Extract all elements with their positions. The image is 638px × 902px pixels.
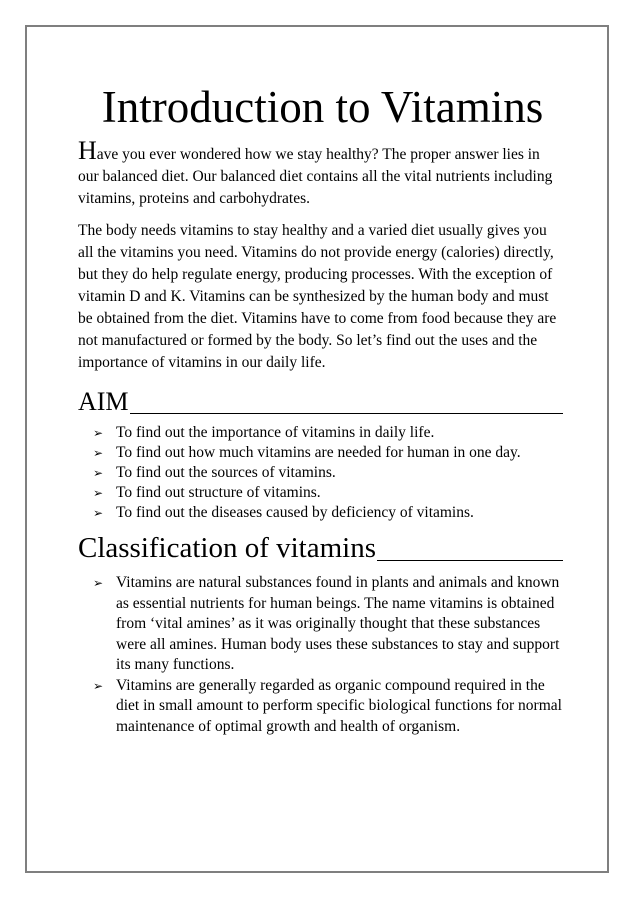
aim-heading: [78, 386, 563, 418]
arrow-bullet-icon: ➢: [93, 446, 104, 460]
list-item-text: To find out structure of vitamins.: [116, 484, 321, 501]
page-title: Introduction to Vitamins: [101, 82, 544, 132]
arrow-bullet-icon: ➢: [93, 506, 104, 520]
list-item-text: To find out the sources of vitamins.: [116, 464, 336, 481]
heading-rule: [130, 413, 563, 414]
list-item-text: To find out the diseases caused by deficiency of vitamins.: [116, 504, 474, 521]
list-item: [93, 483, 563, 503]
aim-list: [78, 423, 563, 523]
drop-cap: H: [78, 136, 97, 165]
arrow-bullet-icon: ➢: [93, 576, 104, 590]
classification-heading-text: Classification of vitamins: [78, 532, 377, 564]
arrow-bullet-icon: ➢: [93, 426, 104, 440]
aim-heading-text: AIM: [78, 387, 129, 416]
list-item-text: To find out the importance of vitamins in daily life.: [116, 424, 435, 441]
body-paragraph: The body needs vitamins to stay healthy and a varied diet usually gives you all the vitamins you need. Vitamins do not provide energy (calories) directly, but they do help regulate energy, producing processes. With the exception of vitamin D and K. Vitamins can be synthesized by the human body and must be obtained from the diet. Vitamins have to come from food because they are not manufactured or formed by the body. So let’s find out the uses and the importance of vitamins in our daily life.: [78, 222, 557, 371]
classification-heading: [78, 531, 563, 565]
arrow-bullet-icon: ➢: [93, 486, 104, 500]
list-item-text: Vitamins are generally regarded as organic compound required in the diet in small amount to perform specific biological functions for normal maintenance of optimal growth and health of organism.: [116, 676, 562, 735]
classification-list: [78, 573, 563, 737]
document-body: [78, 80, 563, 737]
intro-text: ave you ever wondered how we stay healthy? The proper answer lies in our balanced diet. Our balanced diet contains all the vital nutrients including vitamins, proteins and carbohydrates.: [78, 146, 553, 207]
arrow-bullet-icon: ➢: [93, 466, 104, 480]
arrow-bullet-icon: ➢: [93, 678, 104, 693]
list-item: [93, 463, 563, 483]
heading-rule: [377, 560, 563, 561]
list-item: [93, 443, 563, 463]
list-item: [93, 503, 563, 523]
list-item: [93, 676, 563, 738]
list-item-text: Vitamins are natural substances found in plants and animals and known as essential nutrients for human beings. The name vitamins is obtained from ‘vital amines’ as it was originally thought that these substances were all amines. Human body uses these substances to stay and support its many functions.: [116, 574, 560, 673]
list-item: [93, 573, 563, 676]
list-item-text: To find out how much vitamins are needed for human in one day.: [116, 444, 521, 461]
intro-paragraph: [78, 136, 563, 210]
list-item: [93, 423, 563, 443]
